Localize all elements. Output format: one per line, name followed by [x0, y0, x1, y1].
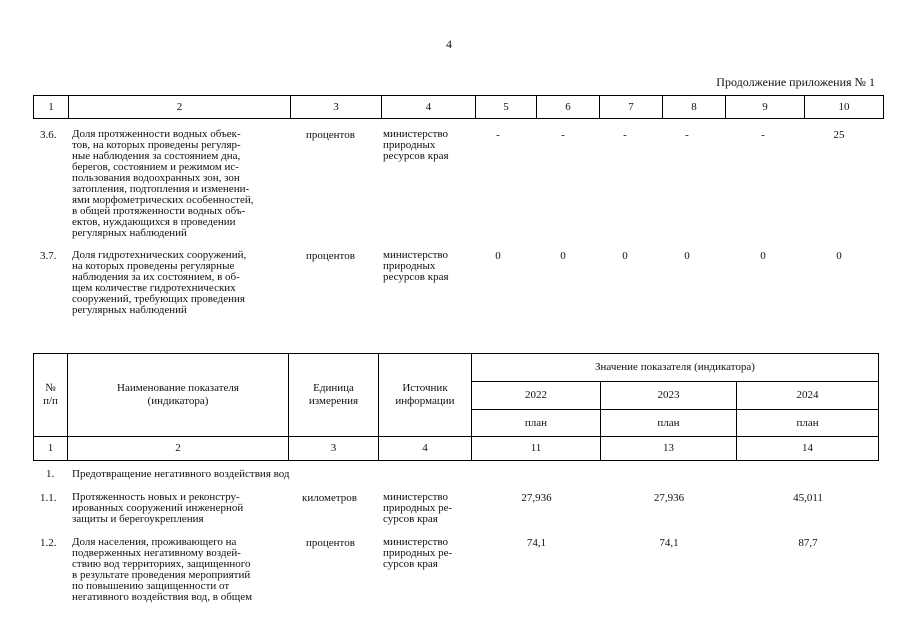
- unit: процентов: [306, 537, 355, 549]
- index-cell: 4: [379, 437, 472, 461]
- row-number: 1.1.: [40, 492, 57, 504]
- value-cell: 87,7: [798, 537, 818, 549]
- value-cell: 74,1: [659, 537, 679, 549]
- table1-header-cell: 3: [291, 96, 382, 119]
- value-cell: 0: [560, 250, 566, 262]
- value-cell: 74,1: [526, 537, 547, 549]
- table1-header: [33, 95, 884, 119]
- col-header-value-group: Значение показателя (индикатора): [472, 354, 879, 382]
- row-number: 3.7.: [40, 250, 57, 262]
- source: министерство природных ре- сурсов края: [383, 536, 453, 570]
- row-number: 3.6.: [40, 129, 57, 141]
- col-header-number: № п/п: [34, 354, 68, 437]
- table1-header-cell: 5: [476, 96, 537, 119]
- page-number: 4: [446, 37, 452, 51]
- table1-header-cell: 1: [34, 96, 69, 119]
- section-title: Предотвращение негативного воздействия вод: [72, 468, 290, 480]
- indicator-name: Доля населения, проживающего на подверженных негативному воздей- ствию вод территориях, защищенного в результате проведения мероприятий по повышению защищенности от негативного воздействия вод, в общем: [72, 536, 253, 603]
- section-number: 1.: [46, 468, 55, 480]
- value-cell: -: [496, 129, 500, 141]
- continuation-label: Продолжение приложения № 1: [716, 75, 875, 89]
- index-cell: 2: [68, 437, 289, 461]
- index-cell: 3: [289, 437, 379, 461]
- value-cell: 27,936: [653, 492, 685, 504]
- row-number: 1.2.: [40, 537, 57, 549]
- value-cell: 25: [833, 129, 845, 141]
- plan-header: план: [472, 409, 601, 437]
- source: министерство природных ресурсов края: [383, 249, 449, 283]
- value-cell: 0: [760, 250, 766, 262]
- table1-header-cell: 8: [663, 96, 726, 119]
- year-header: 2023: [601, 381, 737, 409]
- indicator-name: Протяженность новых и реконстру- ированных сооружений инженерной защиты и берегоукрепления: [72, 491, 244, 525]
- year-header: 2024: [737, 381, 879, 409]
- value-cell: 0: [836, 250, 842, 262]
- index-cell: 14: [737, 437, 879, 461]
- indicator-name: Доля гидротехнических сооружений, на которых проведены регулярные наблюдения за их состоянием, в об- щем количестве гидротехнических сооружений, требующих проведения регулярных наблюдений: [72, 249, 247, 316]
- table1-header-cell: 4: [382, 96, 476, 119]
- value-cell: -: [761, 129, 765, 141]
- index-cell: 11: [472, 437, 601, 461]
- value-cell: 27,936: [521, 492, 552, 504]
- unit: процентов: [306, 250, 355, 262]
- table1-header-cell: 2: [69, 96, 291, 119]
- value-cell: -: [685, 129, 689, 141]
- table1-header-cell: 10: [805, 96, 884, 119]
- index-cell: 13: [601, 437, 737, 461]
- value-cell: 0: [684, 250, 690, 262]
- col-header-name: Наименование показателя (индикатора): [68, 354, 289, 437]
- unit: процентов: [306, 129, 355, 141]
- table2-header: [33, 353, 879, 461]
- value-cell: 0: [622, 250, 628, 262]
- value-cell: -: [623, 129, 627, 141]
- value-cell: 45,011: [793, 492, 823, 504]
- plan-header: план: [601, 409, 737, 437]
- unit: километров: [302, 492, 357, 504]
- year-header: 2022: [472, 381, 601, 409]
- table1-header-cell: 6: [537, 96, 600, 119]
- table1-header-cell: 9: [726, 96, 805, 119]
- source: министерство природных ре- сурсов края: [383, 491, 453, 525]
- plan-header: план: [737, 409, 879, 437]
- index-cell: 1: [34, 437, 68, 461]
- indicator-name: Доля протяженности водных объек- тов, на которых проведены регуляр- ные наблюдения за состоянием дна, берегов, состоянием и режимом ис- пользования водоохранных зон, зон затопления, подтопления и изменени- ями морфометрических особенностей, в общей протяженности водных объ- ектов, нуждающихся в проведении регулярных наблюдений: [72, 128, 254, 239]
- table1-header-cell: 7: [600, 96, 663, 119]
- col-header-source: Источник информации: [379, 354, 472, 437]
- value-cell: 0: [495, 250, 501, 262]
- value-cell: -: [561, 129, 565, 141]
- source: министерство природных ресурсов края: [383, 128, 449, 162]
- col-header-unit: Единица измерения: [289, 354, 379, 437]
